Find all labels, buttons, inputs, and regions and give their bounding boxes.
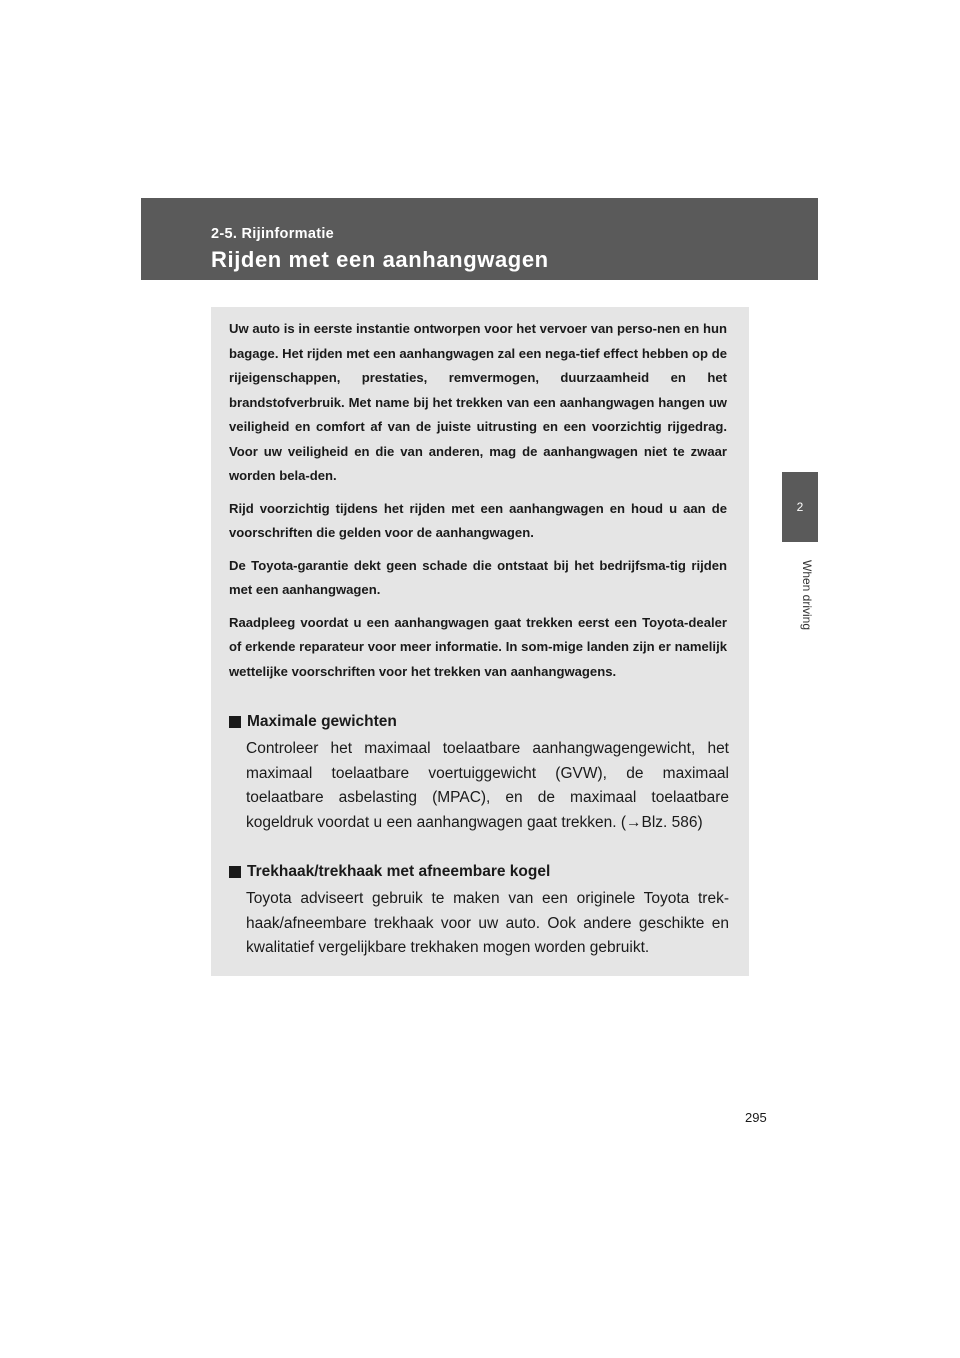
chapter-tab — [782, 472, 818, 542]
page-title: Rijden met een aanhangwagen — [211, 247, 549, 272]
intro-paragraph: Uw auto is in eerste instantie ontworpen voor het vervoer van perso-nen en hun bagage. Het rijden met een aanhangwagen zal een nega-tief effect hebben op de rijeigenschappen, prestaties, remvermogen, duurzaamheid en het brandstofverbruik. Met name bij het trekken van een aanhangwagen hangen uw veiligheid en comfort af van de juiste uitrusting en een voorzichtig rijgedrag. Voor uw veiligheid en die van anderen, mag de aanhangwagen niet te zwaar worden bela-den. — [229, 321, 727, 483]
intro-paragraph: De Toyota-garantie dekt geen schade die ontstaat bij het bedrijfsma-tig rijden met een aanhangwagen. — [229, 557, 727, 597]
subsection-trekhaak — [229, 861, 729, 961]
subsection-heading: Trekhaak/trekhaak met afneembare kogel — [247, 863, 551, 880]
subsection-heading: Maximale gewichten — [247, 713, 397, 730]
intro-paragraph: Raadpleeg voordat u een aanhangwagen gaat trekken eerst een Toyota-dealer of erkende reparateur voor meer informatie. In som-mige landen zijn er namelijk wettelijke voorschriften voor het trekken van aanhangwagens. — [229, 614, 727, 679]
subsection-body: Controleer het maximaal toelaatbare aanhangwagengewicht, het maximaal toelaatbare voertuiggewicht (GVW), de maximaal toelaatbare asbelasting (MPAC), en de maximaal toelaatbare kogeldruk voordat u een aanhangwagen gaat trekken. (→Blz. 586) — [246, 740, 729, 831]
intro-text — [229, 317, 727, 692]
page-number: 295 — [745, 1110, 767, 1125]
intro-paragraph: Rijd voorzichtig tijdens het rijden met een aanhangwagen en houd u aan de voorschriften die gelden voor de aanhangwagen. — [229, 500, 727, 540]
square-bullet-icon — [229, 716, 241, 728]
chapter-number: 2 — [796, 500, 804, 514]
section-label: 2-5. Rijinformatie — [211, 226, 335, 242]
subsection-maximale-gewichten — [229, 711, 729, 835]
subsection-body: Toyota adviseert gebruik te maken van een originele Toyota trek-haak/afneembare trekhaak voor uw auto. Ook andere geschikte en kwalitatief vergelijkbare trekhaken mogen worden gebruikt. — [246, 890, 729, 956]
content-box — [211, 307, 749, 976]
square-bullet-icon — [229, 866, 241, 878]
chapter-label: When driving — [800, 560, 814, 631]
header-band — [141, 198, 818, 280]
